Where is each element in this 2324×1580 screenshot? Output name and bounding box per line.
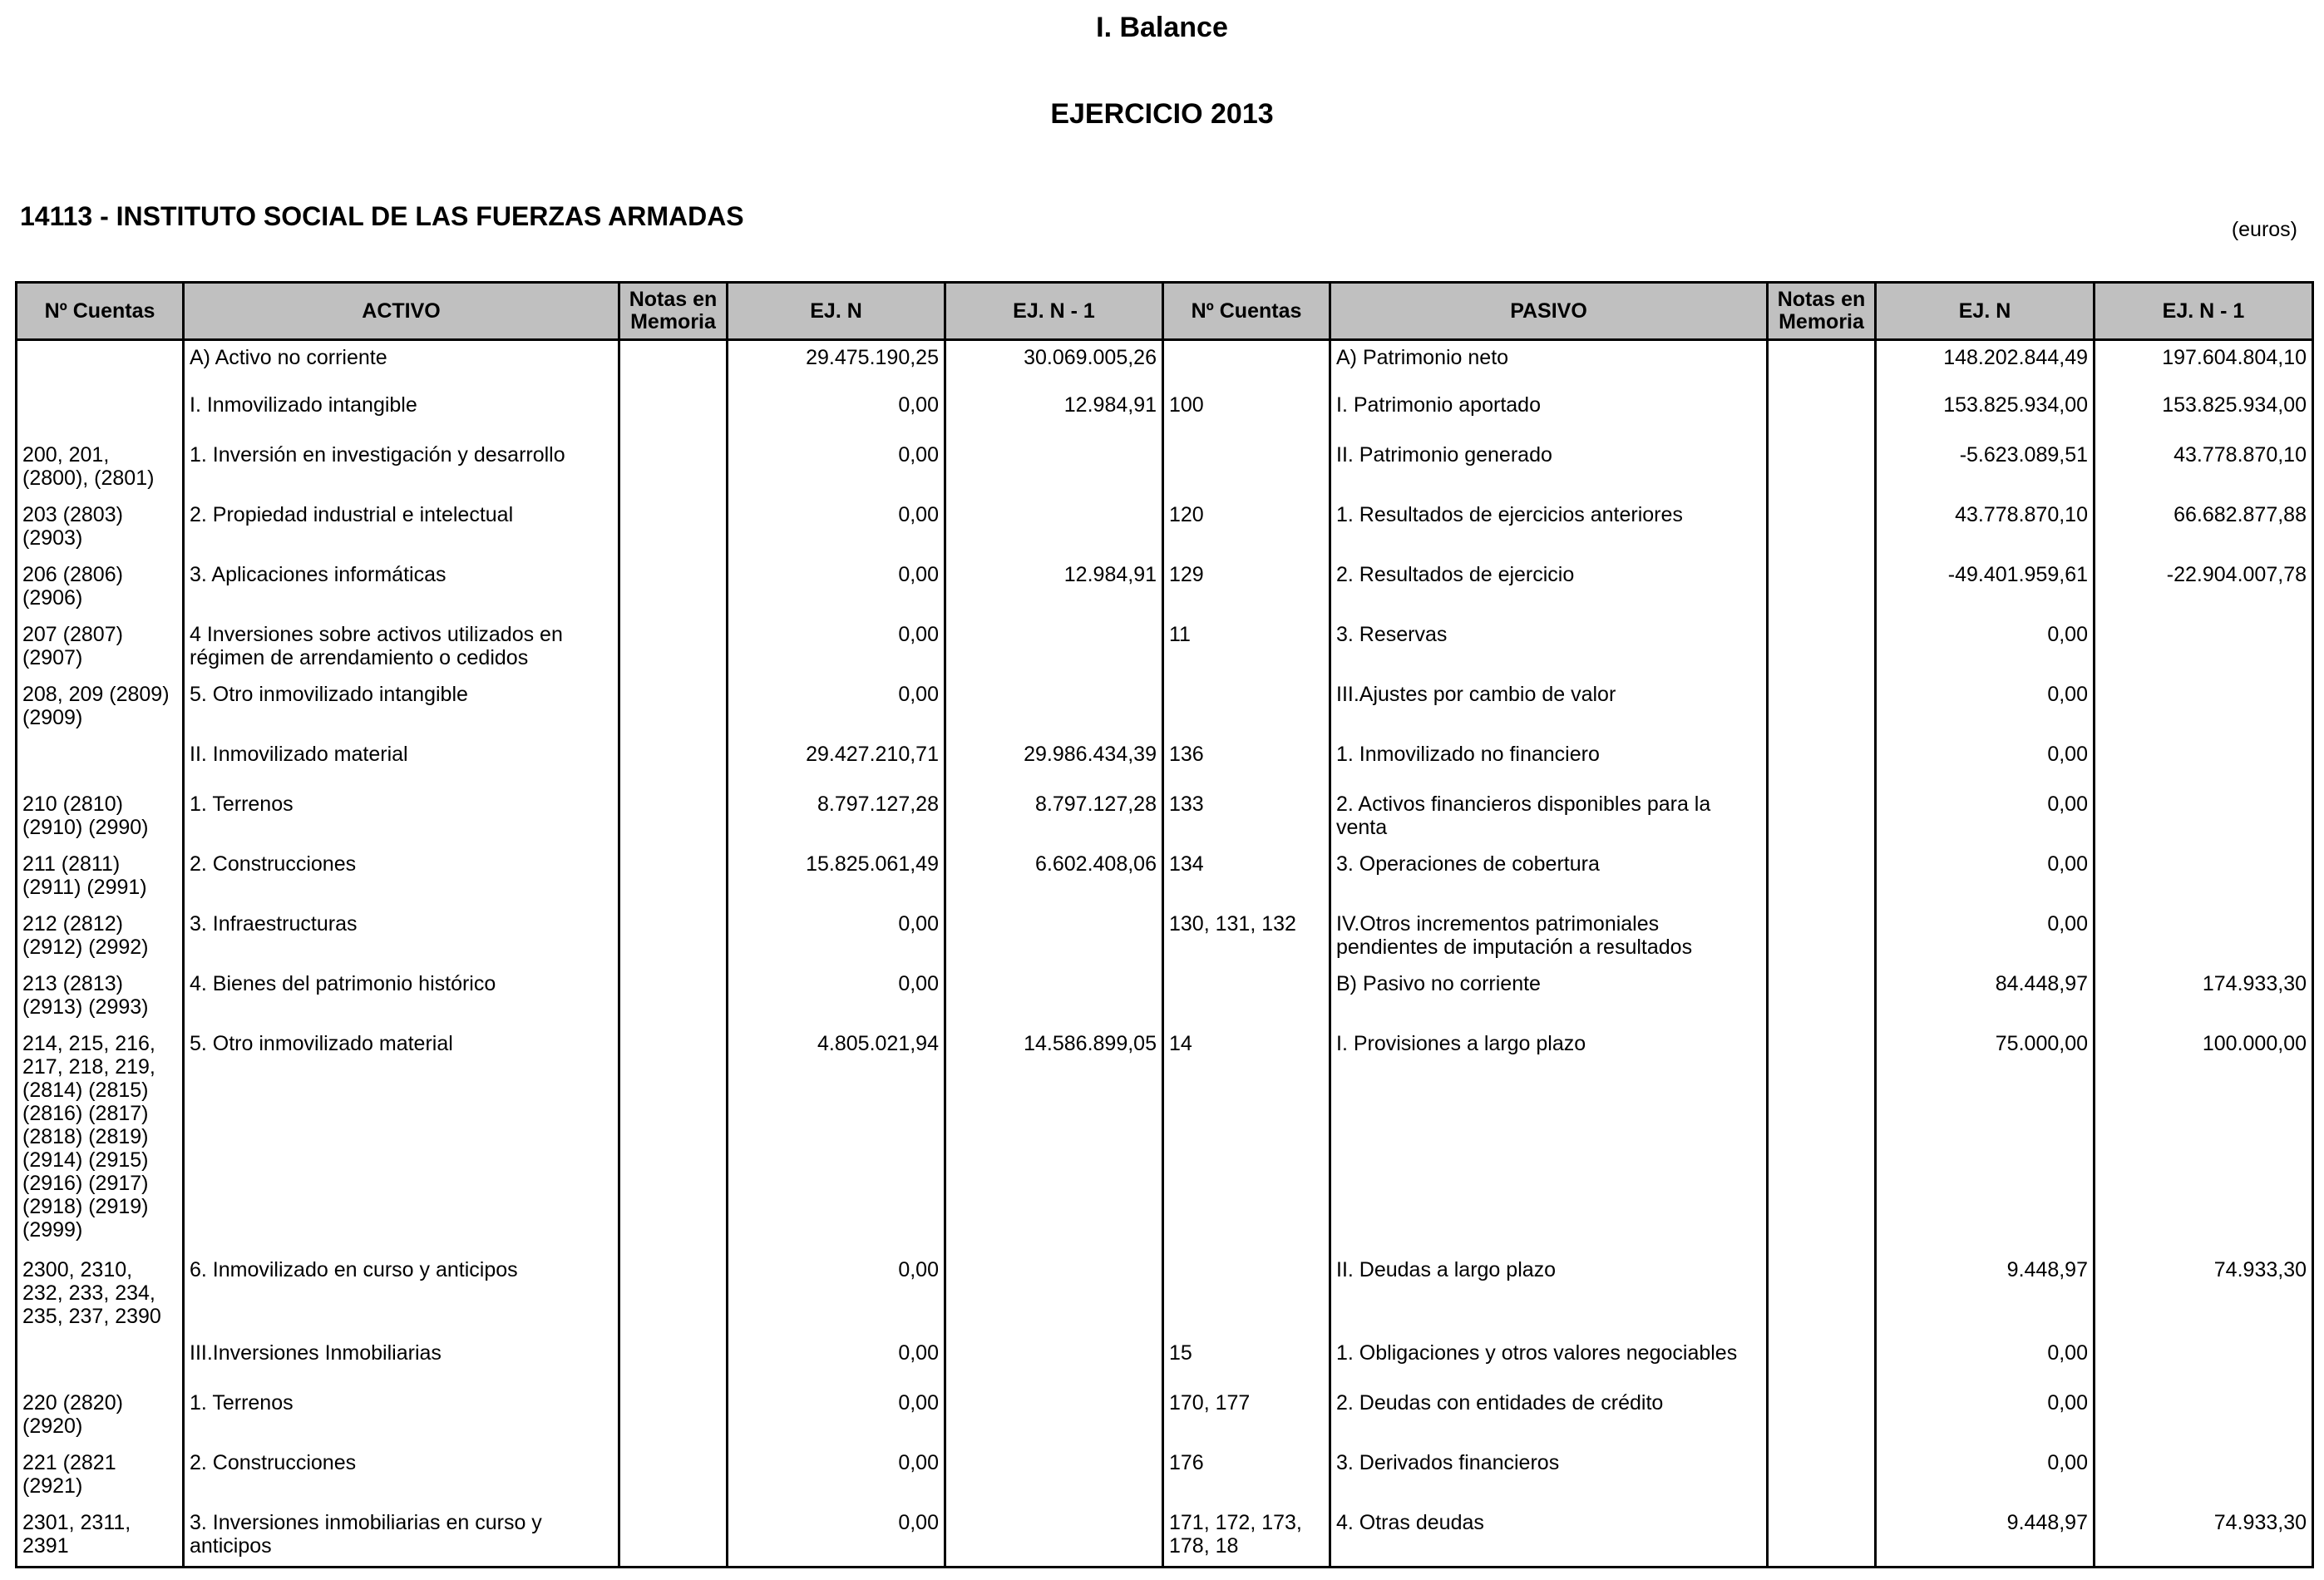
pasivo-cell: 3. Operaciones de cobertura (1330, 849, 1768, 909)
notas-pasivo-cell (1768, 1338, 1876, 1388)
header-cuentas-pasivo: Nº Cuentas (1163, 283, 1330, 340)
ej-n-pasivo-cell: 75.000,00 (1876, 1029, 2095, 1255)
page-subtitle: EJERCICIO 2013 (1050, 98, 1274, 130)
cuentas-activo-cell: 200, 201, (2800), (2801) (17, 440, 184, 500)
notas-pasivo-cell (1768, 340, 1876, 390)
ej-n-pasivo-cell: 0,00 (1876, 909, 2095, 969)
cuentas-pasivo-cell: 15 (1163, 1338, 1330, 1388)
cuentas-pasivo-cell (1163, 340, 1330, 390)
ej-n1-pasivo-cell: 174.933,30 (2095, 969, 2313, 1029)
table-row (17, 909, 2313, 969)
cuentas-activo-cell: 214, 215, 216, 217, 218, 219, (2814) (2815) (2816) (2817) (2818) (2819) (2914) (2915) (2916) (2917) (2918) (2919) (2999) (17, 1029, 184, 1255)
ej-n-activo-cell: 15.825.061,49 (728, 849, 945, 909)
cuentas-activo-cell (17, 739, 184, 789)
notas-activo-cell (619, 500, 728, 560)
notas-pasivo-cell (1768, 440, 1876, 500)
ej-n-pasivo-cell: 0,00 (1876, 620, 2095, 679)
cuentas-activo-cell (17, 340, 184, 390)
ej-n-activo-cell: 0,00 (728, 440, 945, 500)
pasivo-cell: 2. Resultados de ejercicio (1330, 560, 1768, 620)
notas-pasivo-cell (1768, 560, 1876, 620)
notas-activo-cell (619, 789, 728, 849)
ej-n-pasivo-cell: 0,00 (1876, 1448, 2095, 1508)
ej-n1-activo-cell (945, 969, 1163, 1029)
notas-pasivo-cell (1768, 789, 1876, 849)
cuentas-activo-cell: 210 (2810) (2910) (2990) (17, 789, 184, 849)
header-notas-activo: Notas en Memoria (619, 283, 728, 340)
table-row (17, 1338, 2313, 1388)
ej-n-activo-cell: 0,00 (728, 620, 945, 679)
ej-n1-activo-cell (945, 909, 1163, 969)
ej-n-pasivo-cell: 9.448,97 (1876, 1255, 2095, 1338)
table-row (17, 789, 2313, 849)
ej-n1-activo-cell: 12.984,91 (945, 390, 1163, 440)
notas-pasivo-cell (1768, 1508, 1876, 1568)
notas-activo-cell (619, 1338, 728, 1388)
cuentas-pasivo-cell: 130, 131, 132 (1163, 909, 1330, 969)
table-row (17, 340, 2313, 390)
ej-n-pasivo-cell: 0,00 (1876, 789, 2095, 849)
ej-n1-pasivo-cell (2095, 679, 2313, 739)
table-row (17, 390, 2313, 440)
pasivo-cell: 1. Inmovilizado no financiero (1330, 739, 1768, 789)
activo-cell: 3. Infraestructuras (184, 909, 619, 969)
ej-n-pasivo-cell: 43.778.870,10 (1876, 500, 2095, 560)
notas-activo-cell (619, 679, 728, 739)
header-pasivo: PASIVO (1330, 283, 1768, 340)
ej-n1-activo-cell: 12.984,91 (945, 560, 1163, 620)
pasivo-cell: IV.Otros incrementos patrimoniales pendientes de imputación a resultados (1330, 909, 1768, 969)
cuentas-pasivo-cell: 120 (1163, 500, 1330, 560)
ej-n1-activo-cell: 30.069.005,26 (945, 340, 1163, 390)
header-cuentas-activo: Nº Cuentas (17, 283, 184, 340)
ej-n-activo-cell: 0,00 (728, 969, 945, 1029)
cuentas-pasivo-cell (1163, 969, 1330, 1029)
pasivo-cell: 3. Derivados financieros (1330, 1448, 1768, 1508)
activo-cell: 2. Propiedad industrial e intelectual (184, 500, 619, 560)
ej-n-activo-cell: 0,00 (728, 1338, 945, 1388)
pasivo-cell: 1. Resultados de ejercicios anteriores (1330, 500, 1768, 560)
ej-n1-activo-cell (945, 440, 1163, 500)
ej-n1-activo-cell (945, 679, 1163, 739)
table-row (17, 969, 2313, 1029)
activo-cell: 4 Inversiones sobre activos utilizados en régimen de arrendamiento o cedidos (184, 620, 619, 679)
notas-activo-cell (619, 560, 728, 620)
cuentas-pasivo-cell: 171, 172, 173, 178, 18 (1163, 1508, 1330, 1568)
notas-activo-cell (619, 909, 728, 969)
cuentas-pasivo-cell: 170, 177 (1163, 1388, 1330, 1448)
table-row (17, 1448, 2313, 1508)
page-title: I. Balance (1096, 12, 1228, 43)
activo-cell: 5. Otro inmovilizado intangible (184, 679, 619, 739)
ej-n1-pasivo-cell (2095, 789, 2313, 849)
cuentas-activo-cell: 220 (2820) (2920) (17, 1388, 184, 1448)
ej-n1-pasivo-cell (2095, 620, 2313, 679)
ej-n-pasivo-cell: 9.448,97 (1876, 1508, 2095, 1568)
cuentas-activo-cell: 2300, 2310, 232, 233, 234, 235, 237, 2390 (17, 1255, 184, 1338)
cuentas-activo-cell: 2301, 2311, 2391 (17, 1508, 184, 1568)
ej-n1-pasivo-cell: -22.904.007,78 (2095, 560, 2313, 620)
notas-pasivo-cell (1768, 1255, 1876, 1338)
cuentas-activo-cell: 212 (2812) (2912) (2992) (17, 909, 184, 969)
notas-pasivo-cell (1768, 1388, 1876, 1448)
ej-n-activo-cell: 0,00 (728, 1255, 945, 1338)
table-row (17, 440, 2313, 500)
activo-cell: 2. Construcciones (184, 849, 619, 909)
ej-n1-pasivo-cell: 43.778.870,10 (2095, 440, 2313, 500)
activo-cell: II. Inmovilizado material (184, 739, 619, 789)
ej-n1-activo-cell (945, 1448, 1163, 1508)
cuentas-pasivo-cell: 100 (1163, 390, 1330, 440)
table-row (17, 849, 2313, 909)
ej-n1-activo-cell (945, 620, 1163, 679)
table-row (17, 1255, 2313, 1338)
notas-activo-cell (619, 1255, 728, 1338)
cuentas-activo-cell: 206 (2806) (2906) (17, 560, 184, 620)
pasivo-cell: I. Patrimonio aportado (1330, 390, 1768, 440)
cuentas-activo-cell (17, 1338, 184, 1388)
activo-cell: 1. Terrenos (184, 789, 619, 849)
ej-n1-activo-cell (945, 1255, 1163, 1338)
ej-n-pasivo-cell: 0,00 (1876, 1338, 2095, 1388)
ej-n1-activo-cell: 8.797.127,28 (945, 789, 1163, 849)
activo-cell: 1. Terrenos (184, 1388, 619, 1448)
cuentas-pasivo-cell: 133 (1163, 789, 1330, 849)
header-ej-n1-activo: EJ. N - 1 (945, 283, 1163, 340)
ej-n-pasivo-cell: 0,00 (1876, 679, 2095, 739)
activo-cell: III.Inversiones Inmobiliarias (184, 1338, 619, 1388)
notas-pasivo-cell (1768, 1029, 1876, 1255)
activo-cell: 3. Aplicaciones informáticas (184, 560, 619, 620)
activo-cell: I. Inmovilizado intangible (184, 390, 619, 440)
cuentas-activo-cell (17, 390, 184, 440)
notas-pasivo-cell (1768, 849, 1876, 909)
notas-activo-cell (619, 1508, 728, 1568)
notas-pasivo-cell (1768, 679, 1876, 739)
cuentas-activo-cell: 203 (2803) (2903) (17, 500, 184, 560)
ej-n1-pasivo-cell: 100.000,00 (2095, 1029, 2313, 1255)
notas-activo-cell (619, 1388, 728, 1448)
pasivo-cell: III.Ajustes por cambio de valor (1330, 679, 1768, 739)
ej-n-activo-cell: 8.797.127,28 (728, 789, 945, 849)
ej-n-pasivo-cell: 0,00 (1876, 739, 2095, 789)
header-notas-pasivo: Notas en Memoria (1768, 283, 1876, 340)
ej-n1-pasivo-cell: 74.933,30 (2095, 1255, 2313, 1338)
cuentas-activo-cell: 211 (2811) (2911) (2991) (17, 849, 184, 909)
header-ej-n1-pasivo: EJ. N - 1 (2095, 283, 2313, 340)
cuentas-activo-cell: 207 (2807) (2907) (17, 620, 184, 679)
activo-cell: 3. Inversiones inmobiliarias en curso y anticipos (184, 1508, 619, 1568)
ej-n1-pasivo-cell (2095, 739, 2313, 789)
table-row (17, 560, 2313, 620)
ej-n-activo-cell: 0,00 (728, 1448, 945, 1508)
ej-n-activo-cell: 0,00 (728, 679, 945, 739)
notas-pasivo-cell (1768, 390, 1876, 440)
table-row (17, 739, 2313, 789)
ej-n-activo-cell: 0,00 (728, 1388, 945, 1448)
notas-activo-cell (619, 1029, 728, 1255)
cuentas-pasivo-cell: 134 (1163, 849, 1330, 909)
notas-activo-cell (619, 1448, 728, 1508)
pasivo-cell: 3. Reservas (1330, 620, 1768, 679)
cuentas-pasivo-cell (1163, 440, 1330, 500)
ej-n1-pasivo-cell: 74.933,30 (2095, 1508, 2313, 1568)
ej-n1-pasivo-cell: 197.604.804,10 (2095, 340, 2313, 390)
ej-n-pasivo-cell: 84.448,97 (1876, 969, 2095, 1029)
ej-n-activo-cell: 4.805.021,94 (728, 1029, 945, 1255)
ej-n1-activo-cell: 6.602.408,06 (945, 849, 1163, 909)
ej-n-pasivo-cell: 0,00 (1876, 849, 2095, 909)
table-row (17, 1388, 2313, 1448)
cuentas-pasivo-cell: 129 (1163, 560, 1330, 620)
ej-n-activo-cell: 0,00 (728, 390, 945, 440)
notas-activo-cell (619, 340, 728, 390)
header-activo: ACTIVO (184, 283, 619, 340)
ej-n-activo-cell: 0,00 (728, 500, 945, 560)
activo-cell: 5. Otro inmovilizado material (184, 1029, 619, 1255)
ej-n-pasivo-cell: 0,00 (1876, 1388, 2095, 1448)
table-row (17, 1029, 2313, 1255)
ej-n1-activo-cell: 29.986.434,39 (945, 739, 1163, 789)
cuentas-pasivo-cell (1163, 679, 1330, 739)
notas-pasivo-cell (1768, 1448, 1876, 1508)
ej-n1-activo-cell: 14.586.899,05 (945, 1029, 1163, 1255)
activo-cell: 4. Bienes del patrimonio histórico (184, 969, 619, 1029)
notas-activo-cell (619, 969, 728, 1029)
table-row (17, 500, 2313, 560)
ej-n-activo-cell: 29.475.190,25 (728, 340, 945, 390)
ej-n1-activo-cell (945, 500, 1163, 560)
activo-cell: 2. Construcciones (184, 1448, 619, 1508)
ej-n-pasivo-cell: -5.623.089,51 (1876, 440, 2095, 500)
units-label: (euros) (2231, 218, 2297, 241)
notas-activo-cell (619, 849, 728, 909)
notas-pasivo-cell (1768, 620, 1876, 679)
ej-n1-pasivo-cell (2095, 1388, 2313, 1448)
activo-cell: 6. Inmovilizado en curso y anticipos (184, 1255, 619, 1338)
notas-activo-cell (619, 390, 728, 440)
cuentas-activo-cell: 213 (2813) (2913) (2993) (17, 969, 184, 1029)
cuentas-activo-cell: 221 (2821 (2921) (17, 1448, 184, 1508)
pasivo-cell: II. Patrimonio generado (1330, 440, 1768, 500)
pasivo-cell: I. Provisiones a largo plazo (1330, 1029, 1768, 1255)
notas-pasivo-cell (1768, 500, 1876, 560)
pasivo-cell: 2. Activos financieros disponibles para la venta (1330, 789, 1768, 849)
ej-n-pasivo-cell: -49.401.959,61 (1876, 560, 2095, 620)
ej-n1-pasivo-cell: 66.682.877,88 (2095, 500, 2313, 560)
ej-n-pasivo-cell: 148.202.844,49 (1876, 340, 2095, 390)
ej-n-activo-cell: 0,00 (728, 909, 945, 969)
ej-n1-pasivo-cell: 153.825.934,00 (2095, 390, 2313, 440)
pasivo-cell: 2. Deudas con entidades de crédito (1330, 1388, 1768, 1448)
table-row (17, 620, 2313, 679)
ej-n1-pasivo-cell (2095, 1448, 2313, 1508)
notas-pasivo-cell (1768, 969, 1876, 1029)
header-ej-n-pasivo: EJ. N (1876, 283, 2095, 340)
notas-activo-cell (619, 440, 728, 500)
notas-pasivo-cell (1768, 739, 1876, 789)
ej-n1-activo-cell (945, 1388, 1163, 1448)
header-ej-n-activo: EJ. N (728, 283, 945, 340)
ej-n-activo-cell: 0,00 (728, 560, 945, 620)
ej-n1-pasivo-cell (2095, 849, 2313, 909)
cuentas-pasivo-cell: 11 (1163, 620, 1330, 679)
notas-pasivo-cell (1768, 909, 1876, 969)
pasivo-cell: 1. Obligaciones y otros valores negociables (1330, 1338, 1768, 1388)
activo-cell: A) Activo no corriente (184, 340, 619, 390)
pasivo-cell: 4. Otras deudas (1330, 1508, 1768, 1568)
cuentas-pasivo-cell (1163, 1255, 1330, 1338)
cuentas-pasivo-cell: 14 (1163, 1029, 1330, 1255)
ej-n1-pasivo-cell (2095, 909, 2313, 969)
header-row (17, 283, 2313, 340)
cuentas-activo-cell: 208, 209 (2809) (2909) (17, 679, 184, 739)
pasivo-cell: II. Deudas a largo plazo (1330, 1255, 1768, 1338)
pasivo-cell: B) Pasivo no corriente (1330, 969, 1768, 1029)
table-row (17, 679, 2313, 739)
entity-name: 14113 - INSTITUTO SOCIAL DE LAS FUERZAS ARMADAS (20, 201, 744, 231)
ej-n-activo-cell: 0,00 (728, 1508, 945, 1568)
cuentas-pasivo-cell: 136 (1163, 739, 1330, 789)
table-row (17, 1508, 2313, 1568)
notas-activo-cell (619, 620, 728, 679)
ej-n-activo-cell: 29.427.210,71 (728, 739, 945, 789)
ej-n1-activo-cell (945, 1338, 1163, 1388)
ej-n1-activo-cell (945, 1508, 1163, 1568)
ej-n1-pasivo-cell (2095, 1338, 2313, 1388)
cuentas-pasivo-cell: 176 (1163, 1448, 1330, 1508)
activo-cell: 1. Inversión en investigación y desarrollo (184, 440, 619, 500)
pasivo-cell: A) Patrimonio neto (1330, 340, 1768, 390)
notas-activo-cell (619, 739, 728, 789)
ej-n-pasivo-cell: 153.825.934,00 (1876, 390, 2095, 440)
balance-table (15, 281, 2314, 1568)
